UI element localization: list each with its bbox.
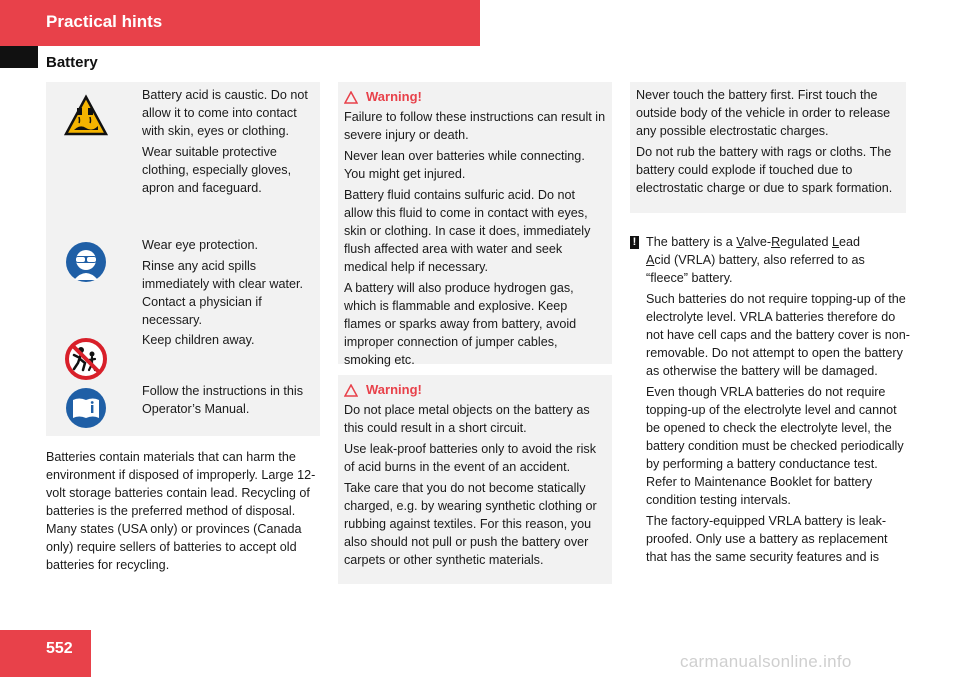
- vrla-note: [630, 233, 910, 569]
- vrla-note-body: Acid (VRLA) battery, also referred to as “fleece” battery. Such batteries do not require topping-up of the electrolyte level. VRLA batteries therefore do not have cell caps and the battery cover is non-removable. Do not attempt to open the battery as otherwise the battery will be damaged. Even though VRLA batteries do not require topping-up of the electrolyte level and cannot be opened to check the electrolyte level, the battery condition must be checked periodically by performing a battery conductance test. Refer to Maintenance Booklet for battery condition testing intervals. The factory-equipped VRLA battery is leak-proofed. Only use a battery as replacement that has the same security features and is: [646, 253, 910, 564]
- note-exclamation-icon: !: [630, 236, 639, 249]
- disposal-paragraph: Batteries contain materials that can harm the environment if disposed of improperly. Large 12-volt storage batteries contain lead. Recycling of batteries is the preferred method of disposal. Many states (USA only) or provinces (Canada only) require sellers of batteries to accept old batteries for recycling.: [46, 450, 316, 572]
- warning-title-1: Warning!: [366, 89, 422, 104]
- vrla-note-intro: ! The battery is a Valve-Regulated Lead: [630, 233, 910, 251]
- warning-body-1: Failure to follow these instructions can result in severe injury or death. Never lean over batteries while connecting. You might get injured. Battery fluid contains sulfuric acid. Do not allow this fluid to come in contact with eyes, skin or clothing. In case it does, immediately flush affected area with water and seek medical help if necessary. A battery will also produce hydrogen gas, which is flammable and explosive. Keep flames or sparks away from battery, avoid improper connection of jumper cables, smoking etc.: [344, 110, 606, 367]
- watermark: carmanualsonline.info: [680, 652, 852, 671]
- safety-text-manual: Follow the instructions in this Operator’s Manual.: [142, 384, 303, 416]
- electrostatic-box: Never touch the battery first. First touch the outside body of the vehicle in order to release any possible electrostatic charges. Do not rub the battery with rags or cloths. The battery could explode if touched due to electrostatic charge or due to spark formation.: [630, 82, 906, 213]
- section-title: Battery: [46, 54, 98, 71]
- operators-manual-icon: [64, 386, 108, 430]
- warning-triangle-icon: [344, 91, 358, 104]
- safety-text-children: Keep children away.: [142, 333, 255, 347]
- safety-text-eye: Wear eye protection. Rinse any acid spills immediately with clear water. Contact a physician if necessary.: [142, 238, 303, 327]
- safety-text-acid: Battery acid is caustic. Do not allow it to come into contact with skin, eyes or clothing. Wear suitable protective clothing, especially gloves, apron and faceguard.: [142, 88, 308, 195]
- warning-body-2: Do not place metal objects on the battery as this could result in a short circuit. Use leak-proof batteries only to avoid the risk of acid burns in the event of an accident. Take care that you do not become statically charged, e.g. by wearing synthetic clothing or rubbing against textiles. For this reason, you also should not pull or push the battery over carpets or other synthetic materials.: [344, 403, 597, 567]
- keep-children-away-icon: [64, 337, 108, 381]
- section-tab: [0, 46, 38, 68]
- warning-box-1: [338, 82, 612, 367]
- warning-title-2: Warning!: [366, 382, 422, 397]
- warning-triangle-icon: [344, 384, 358, 397]
- acid-warning-icon: [64, 94, 108, 138]
- safety-icons-panel: [46, 82, 320, 436]
- page-number: 552: [46, 640, 73, 657]
- warning-heading-1: [344, 88, 606, 106]
- warning-box-2: [338, 375, 612, 584]
- warning-heading-2: [344, 381, 606, 399]
- page-title: Practical hints: [46, 12, 163, 31]
- eye-protection-icon: [64, 240, 108, 284]
